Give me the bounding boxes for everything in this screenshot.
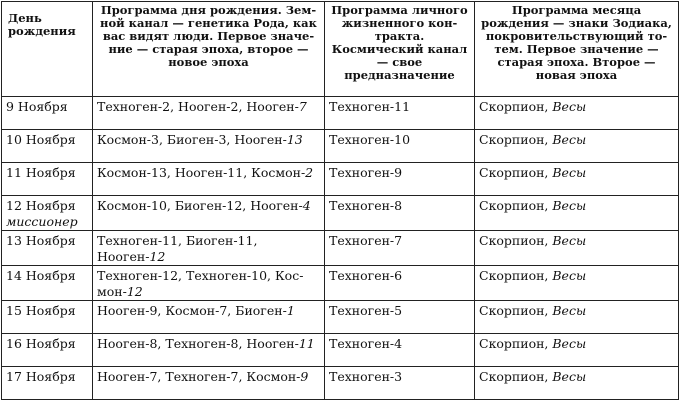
cell-month-program	[475, 301, 679, 334]
cell-birthday	[2, 367, 93, 400]
birth-program-new-epoch: 11	[298, 336, 315, 351]
birth-program-text: Техноген-2, Нооген-2, Нооген-	[97, 99, 299, 114]
cell-birth-program	[93, 231, 325, 266]
zodiac-new: Весы	[552, 336, 587, 351]
cell-personal-program: Техноген-5	[325, 301, 475, 334]
cell-birthday	[2, 97, 93, 130]
cell-birthday	[2, 266, 93, 301]
table-row	[2, 97, 679, 130]
cell-birth-program	[93, 196, 325, 231]
day-label: 9 Ноября	[6, 99, 68, 114]
zodiac-old: Скорпион,	[479, 132, 553, 147]
programs-table	[1, 1, 679, 400]
birth-program-text: Нооген-9, Космон-7, Биоген-	[97, 303, 287, 318]
cell-birth-program	[93, 163, 325, 196]
cell-month-program	[475, 97, 679, 130]
cell-birth-program	[93, 97, 325, 130]
zodiac-new: Весы	[552, 132, 587, 147]
cell-personal-program: Техноген-11	[325, 97, 475, 130]
zodiac-old: Скорпион,	[479, 336, 553, 351]
table-row	[2, 196, 679, 231]
table-row	[2, 301, 679, 334]
table-row	[2, 163, 679, 196]
zodiac-old: Скорпион,	[479, 233, 553, 248]
zodiac-new: Весы	[552, 233, 587, 248]
birth-program-text: Нооген-7, Техноген-7, Космон-	[97, 369, 301, 384]
birth-program-new-epoch: 7	[298, 99, 307, 114]
zodiac-new: Весы	[552, 165, 587, 180]
birth-program-new-epoch: 12	[149, 249, 166, 264]
zodiac-new: Весы	[552, 268, 587, 283]
cell-birth-program	[93, 266, 325, 301]
day-label: 16 Ноября	[6, 336, 76, 351]
zodiac-old: Скорпион,	[479, 369, 553, 384]
day-label: 15 Ноября	[6, 303, 76, 318]
table-row	[2, 231, 679, 266]
header-row	[2, 2, 679, 97]
zodiac-old: Скорпион,	[479, 165, 553, 180]
table-row	[2, 130, 679, 163]
header-month-program: Программа месяца рождения — знаки Зодиака, покровительствующий тотем. Первое значение — старая эпоха. Второе — новая эпоха	[475, 2, 679, 97]
day-label: 12 Ноября	[6, 198, 76, 213]
cell-month-program	[475, 367, 679, 400]
birth-program-text: Космон-13, Нооген-11, Космон-	[97, 165, 306, 180]
cell-month-program	[475, 163, 679, 196]
cell-month-program	[475, 196, 679, 231]
zodiac-old: Скорпион,	[479, 198, 553, 213]
cell-month-program	[475, 334, 679, 367]
cell-birth-program	[93, 130, 325, 163]
cell-birthday	[2, 231, 93, 266]
birth-program-new-epoch: 12	[126, 284, 143, 299]
cell-personal-program: Техноген-9	[325, 163, 475, 196]
cell-personal-program: Техноген-8	[325, 196, 475, 231]
table-row	[2, 266, 679, 301]
cell-month-program	[475, 266, 679, 301]
cell-month-program	[475, 231, 679, 266]
cell-birth-program	[93, 334, 325, 367]
day-label: 10 Ноября	[6, 132, 76, 147]
cell-birthday	[2, 196, 93, 231]
table-row	[2, 367, 679, 400]
table-row	[2, 334, 679, 367]
birth-program-text: Нооген-8, Техноген-8, Нооген-	[97, 336, 299, 351]
cell-birth-program	[93, 301, 325, 334]
birth-program-new-epoch: 13	[286, 132, 303, 147]
cell-birthday	[2, 163, 93, 196]
birth-program-text: Техноген-11, Биоген-11, Нооген-	[97, 233, 258, 264]
birth-program-text: Техноген-12, Техноген-10, Космон-	[97, 268, 304, 299]
cell-personal-program: Техноген-6	[325, 266, 475, 301]
birth-program-new-epoch: 2	[305, 165, 314, 180]
day-label: 17 Ноября	[6, 369, 76, 384]
zodiac-new: Весы	[552, 303, 587, 318]
birth-program-new-epoch: 4	[302, 198, 311, 213]
day-note: миссионер	[6, 214, 78, 229]
cell-personal-program: Техноген-7	[325, 231, 475, 266]
birth-program-new-epoch: 1	[286, 303, 295, 318]
header-birth-program: Программа дня рождения. Земной канал — генетика Рода, как вас видят люди. Первое значение — старая эпоха, второе — новое эпоха	[93, 2, 325, 97]
day-label: 14 Ноября	[6, 268, 76, 283]
birth-program-new-epoch: 9	[300, 369, 309, 384]
cell-birthday	[2, 301, 93, 334]
cell-month-program	[475, 130, 679, 163]
header-birthday: День рождения	[2, 2, 93, 97]
cell-personal-program: Техноген-4	[325, 334, 475, 367]
header-personal-program: Программа личного жизненного контракта. Космический канал — свое предназначение	[325, 2, 475, 97]
cell-personal-program: Техноген-10	[325, 130, 475, 163]
birth-program-text: Космон-10, Биоген-12, Нооген-	[97, 198, 303, 213]
birth-program-text: Космон-3, Биоген-3, Нооген-	[97, 132, 287, 147]
day-label: 13 Ноября	[6, 233, 76, 248]
zodiac-new: Весы	[552, 198, 587, 213]
zodiac-new: Весы	[552, 369, 587, 384]
cell-birth-program	[93, 367, 325, 400]
zodiac-old: Скорпион,	[479, 268, 553, 283]
cell-birthday	[2, 334, 93, 367]
cell-personal-program: Техноген-3	[325, 367, 475, 400]
cell-birthday	[2, 130, 93, 163]
zodiac-old: Скорпион,	[479, 99, 553, 114]
zodiac-new: Весы	[552, 99, 587, 114]
day-label: 11 Ноября	[6, 165, 76, 180]
zodiac-old: Скорпион,	[479, 303, 553, 318]
